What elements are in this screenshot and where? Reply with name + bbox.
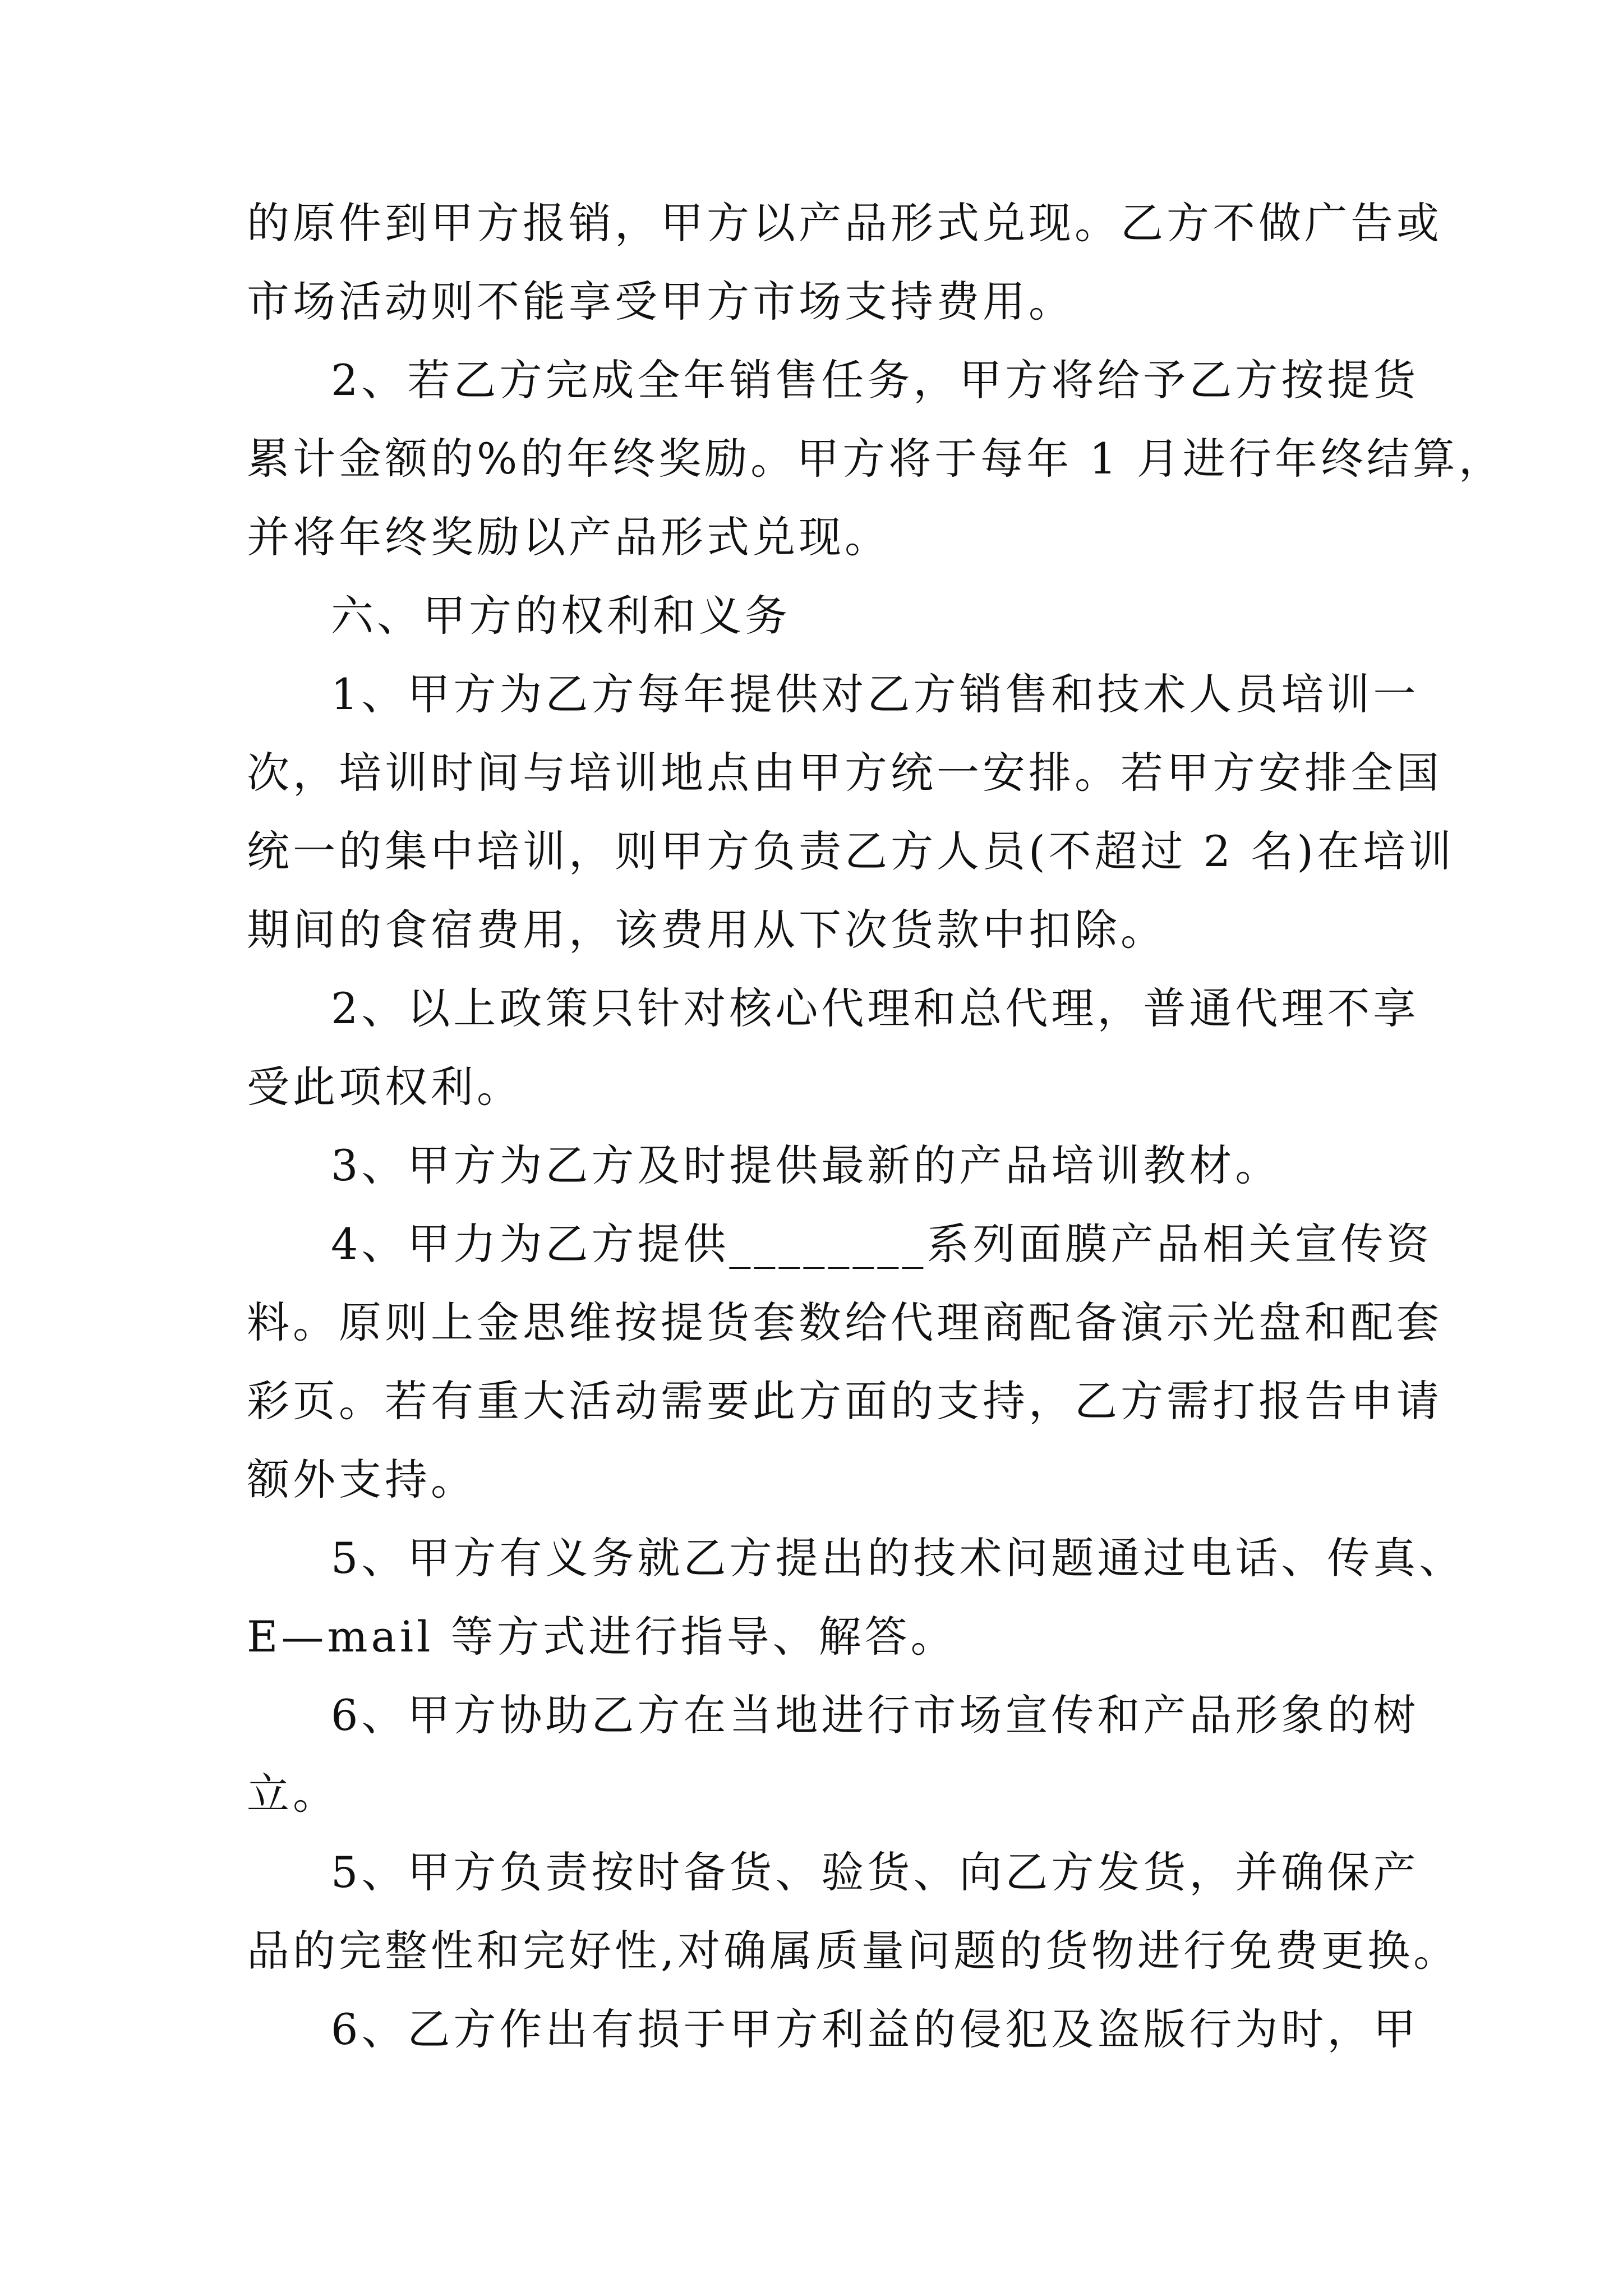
text-line: 3、甲方为乙方及时提供最新的产品培训教材。 bbox=[331, 1140, 1281, 1190]
text-line: 1、甲方为乙方每年提供对乙方销售和技术人员培训一 bbox=[331, 669, 1419, 719]
text-line: 2、若乙方完成全年销售任务，甲方将给予乙方按提货 bbox=[331, 355, 1419, 405]
text-line: 的原件到甲方报销，甲方以产品形式兑现。乙方不做广告或 bbox=[247, 198, 1442, 248]
text-line: 次，培训时间与培训地点由甲方统一安排。若甲方安排全国 bbox=[247, 748, 1442, 798]
text-line: 立。 bbox=[247, 1769, 339, 1819]
text-line: 市场活动则不能享受甲方市场支持费用。 bbox=[247, 277, 1075, 326]
text-line: 6、乙方作出有损于甲方利益的侵犯及盗版行为时，甲 bbox=[331, 2004, 1419, 2054]
text-line: 品的完整性和完好性,对确属质量问题的货物进行免费更换。 bbox=[247, 1926, 1460, 1976]
text-line: 6、甲方协助乙方在当地进行市场宣传和产品形象的树 bbox=[331, 1690, 1419, 1740]
text-line: 并将年终奖励以产品形式兑现。 bbox=[247, 512, 891, 562]
text-line: 2、以上政策只针对核心代理和总代理，普通代理不享 bbox=[331, 983, 1419, 1033]
text-line: 统一的集中培训，则甲方负责乙方人员(不超过 2 名)在培训 bbox=[247, 826, 1455, 876]
text-line: 期间的食宿费用，该费用从下次货款中扣除。 bbox=[247, 905, 1166, 955]
text-line: 彩页。若有重大活动需要此方面的支持，乙方需打报告申请 bbox=[247, 1376, 1442, 1426]
text-line: 累计金额的%的年终奖励。甲方将于每年 1 月进行年终结算， bbox=[247, 434, 1505, 484]
text-line: 受此项权利。 bbox=[247, 1062, 523, 1112]
text-line: 料。原则上金思维按提货套数给代理商配备演示光盘和配套 bbox=[247, 1297, 1442, 1347]
text-line: 5、甲方有义务就乙方提出的技术问题通过电话、传真、 bbox=[331, 1533, 1465, 1583]
text-line: 5、甲方负责按时备货、验货、向乙方发货，并确保产 bbox=[331, 1847, 1419, 1897]
text-line: 4、甲力为乙方提供________系列面膜产品相关宣传资 bbox=[331, 1219, 1433, 1269]
section-heading: 六、甲方的权利和义务 bbox=[331, 591, 791, 641]
text-line: 额外支持。 bbox=[247, 1455, 477, 1504]
text-line: E—mail 等方式进行指导、解答。 bbox=[247, 1612, 957, 1662]
